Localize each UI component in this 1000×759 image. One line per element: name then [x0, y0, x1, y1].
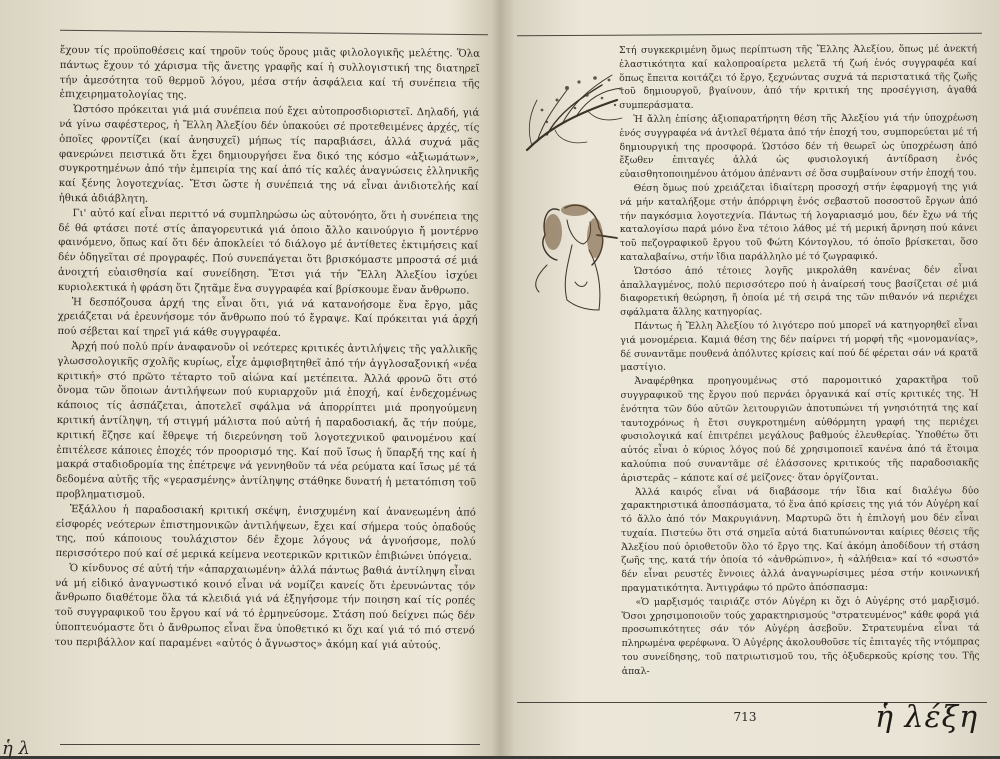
left-text-column — [55, 44, 480, 654]
paragraph: «Ὁ μαρξισμός ταιριάζε στόν Αὐγέρη κι ὄχι ὁ Αὐγέρης στό μαρξισμό. Ὅσοι χρησιμοποιοῦν τούς χαρακτηρισμούς "στρατευμένος" κάθε φορά γιά προσωπικότητες σάν τόν Αὐγέρη ἀσεβοῦν. Στρατευμένα εἶναι τά πληρωμένα φερέφωνα. Ὁ Αὐγέρης ἀκολουθοῦσε τίς ἐπιταγές τῆς ντόμπρας του συνείδησης, τοῦ πατριωτισμοῦ του, τῆς ὀξυδερκοῦς κρίσης του. Τῆς ἀπαλ- — [621, 595, 980, 677]
paragraph: Ἀρχή πού πολύ πρίν ἀναφανοῦν οἱ νεότερες κριτικές ἀντιλήψεις τῆς γαλλικῆς γλωσσολογικῆς σχολῆς κυρίως, εἶχε ἀμφισβητηθεῖ ἀπό τήν ἀγγλοσαξονική «νέα κριτική» στό πρῶτο τέταρτο τοῦ αἰώνα καί μετέπειτα. Ἀλλά φρονῶ ὅτι στό ὄνομα τῶν ὅποιων ἀντιλήψεων πού κυριαρχοῦν μιά ἐποχή, καί ἐνδεχομένως κάποιος τίς ἀσπάζεται, ἀποτελεῖ σφάλμα νά ἀπορρίπτει μιά προηγούμενη κριτική ἀντίληψη, τή στιγμή μάλιστα πού αὐτή ἡ παραδοσιακή, ἄς τήν πούμε, κριτική ἔζησε καί ἔθρεψε τή διερεύνηση τοῦ λογοτεχνικοῦ φαινομένου καί ἐπιτέλεσε κάποιες ἐποχές τόν προορισμό της. Καί ποῦ ἴσως ἡ ὕπαρξή της καί ἡ μακρά σταδιοδρομία της ἐπέτρεψε νά γεννηθοῦν τά νέα ρεύματα καί ἴσως μέ τά δεδομένα αὐτῆς τῆς «γερασμένης» ἀντίληψης στάθηκε δυνατή ἡ μετατόπιση τοῦ προβληματισμοῦ. — [56, 341, 478, 501]
top-rule — [60, 30, 488, 35]
paragraph: Ἀλλά καιρός εἶναι νά διαβάσομε τήν ἴδια καί διαλέγω δύο χαρακτηριστικά ἀποσπάσματα, τό ἕνα ἀπό κρίσεις της γιά τόν Αὐγέρη καί τό ἄλλο ἀπό τόν Μακρυγιάννη. Μαρτυρῶ ὅτι ἡ ἐπιλογή μου δέν εἶναι τυχαία. Πιστεύω ὅτι στά σημεῖα αὐτά διατυπώνονται καίριες θέσεις τῆς Ἀλεξίου πού ὁριοθετοῦν ὅλο τό ἔργο της. Καί ἀκόμη ἀποδίδουν τή στάση ζωῆς της, κατά τήν ὁποία τό «ἀνθρώπινο», ἡ «ἀλήθεια» καί τό «σωστό» δέν εἶναι ρευστές ἔννοιες ἀλλά ἀναγνωρίσιμες μέσα στήν κοινωνική πραγματικότητα. Ἀντιγράφω τό πρῶτο ἀπόσπασμα: — [620, 484, 980, 595]
bottom-rule — [60, 744, 480, 745]
right-page — [497, 0, 1000, 756]
paragraph: ἔχουν τίς προϋποθέσεις καί τηροῦν τούς ὅρους μιᾶς φιλολογικῆς μελέτης. Ὅλα πάντως ἔχουν τό χάρισμα τῆς ἄνετης γραφῆς καί ἡ συλλογιστική της διατηρεῖ τήν ἀμεσότητα τοῦ θερμοῦ λόγου, μέσα στήν ἀσφάλεια καί τή συνέπεια τῆς ἐπιχειρηματολογίας της. — [59, 44, 480, 102]
left-footer-mark: ἡ λ — [2, 738, 30, 759]
magazine-logo: ἡ λέξη — [875, 700, 979, 735]
paragraph: Ἐξάλλου ἡ παραδοσιακή κριτική σκέψη, ἐνισχυμένη καί ἀνανεωμένη ἀπό εἰσφορές νεότερων ἐπιστημονικῶν ἀντιλήψεων, ἔχει καί σήμερα τούς ὀπαδούς της, πού κάποιους τουλάχιστον δέν ἔχομε λόγους νά ἀγνοήσομε, πολύ περισσότερο πού καί σέ μερικά κείμενα νεοτερικῶν κριτικῶν ἐπιβιώνει ὑπόγεια. — [55, 503, 476, 563]
paragraph: Ὁ κίνδυνος σέ αὐτή τήν «ἀπαρχαιωμένη» ἀλλά πάντως βαθιά ἀντίληψη εἶναι νά μή εἰδικό ἀναγνωστικό κοινό εἶναι νά νομίζει κανείς ὅτι ἐρευνώντας τόν ἄνθρωπο διαθέτομε ὅλα τά κλειδιά γιά νά ἐξηγήσομε τήν ποιηση καί τίς ροπές τοῦ συγγραφικοῦ του ἔργου καί νά τό ἑρμηνεύσομε. Στάση πού δείχνει πώς δέν ὑποπτευόμαστε ὅτι ὁ ἄνθρωπος εἶναι ἕνα ὑποθετικό κι ὅχι καί γιά τό πιό στενό του περιβάλλον καί παραμένει «αὐτός ὁ ἄγνωστος» ἀκόμη καί γιά αὐτούς. — [54, 562, 476, 652]
paragraph: Στή συγκεκριμένη ὅμως περίπτωση τῆς Ἔλλης Ἀλεξίου, ὅπως μέ ἀνεκτή ἐλαστικότητα καί καλοπροαίρετα μελετᾶ τή ζωή ἑνός συγγραφέα καί ὅπως ἔπειτα κοιτάζει τό ἔργο, ξεχνώντας συχνά τά περιστατικά τῆς ζωῆς τοῦ δημιουργοῦ, βγαίνουν, ἀπό τήν κριτική της προσέγγιση, ἀγαθά συμπεράσματα. — [619, 43, 978, 112]
tree-and-woman-illustration — [517, 60, 627, 350]
paragraph: Γι' αὐτό καί εἶναι περιττό νά συμπληρώσω ὡς αὐτονόητο, ὅτι ἡ συνέπεια της δέ θά φτάσει ποτέ στίς ἀπαγορευτικά γιά ὁποιο ἄλλο καινούργιο ἤ μοντέρνο φαινόμενο, ὅπως καί ὅτι δέν ἀποκλείει τό διάλογο μέ ἀντίθετες ἐκτιμήσεις καί δέν ὁδηγεῖται σέ προγραφές. Πού συνεπάγεται ὅτι βρισκόμαστε μπροστά σέ μιά ἀνοιχτή εὐαισθησία καί συνείδηση. Ἔτσι γιά τήν Ἔλλη Ἀλεξίου ἰσχύει κυριολεκτικά ἡ φράση ὅτι ζητᾶμε ἕνα συγγραφέα καί βρίσκουμε ἕναν ἄνθρωπο. — [57, 207, 479, 297]
paragraph: Ἡ ἄλλη ἐπίσης ἀξιοπαρατήρητη θέση τῆς Ἀλεξίου γιά τήν ὑποχρέωση ἑνός συγγραφέα νά ἀντλεῖ θέματα ἀπό τήν ἐποχή του, συμπορεύεται μέ τή δημιουργική της προσφορά. Ὡστόσο δέν τή θεωρεῖ ὡς ὑποχρέωση ἀπό ἔξωθεν ἐπιταγές ἀλλά ὡς φυσιολογική ἀντίδραση ἑνός εὐαισθητοποιημένου ἀτόμου ἀπέναντι σέ ὅσα συμβαίνουν στήν ἐποχή του. — [619, 112, 978, 181]
right-text-column — [619, 42, 980, 678]
paragraph: Ἀναφέρθηκα προηγουμένως στό παρομοιτικό χαρακτῆρα τοῦ συγγραφικοῦ της ἔργου πού περνάει ὀργανικά καί στίς κριτικές της. Ἡ ἑνότητα τῶν δύο αὐτῶν λειτουργιῶν ἀποτυπώνει τή γνησιότητά της καί ταυτοχρόνως ἡ ἔτσι συγκροτημένη αὐθόρμητη γραφή της περιέχει φυσιολογικά καί ἐπιτρέπει μεγάλους βαθμούς ἐλευθερίας. Ὑποθέτω ὅτι αὐτός εἶναι ὁ κύριος λόγος πού δέ χρησιμοποιεῖ κανένα ἀπό τά ἕτοιμα καλούπια πού συναντᾶμε σέ ἐλάσσονες κριτικούς τῆς παραδοσιακῆς ἀριστερᾶς – κάποτε καί σέ μείζονες· ὅταν ὀργίζονται. — [620, 374, 979, 484]
paragraph: Ὡστόσο πρόκειται γιά μιά συνέπεια πού ἔχει αὐτοπροσδιοριστεῖ. Δηλαδή, γιά νά γίνω σαφέστερος, ἡ Ἔλλη Ἀλεξίου δέν ὑπακούει σέ προτεθειμένες ἀρχές, τίς ὁποῖες φροντίζει (καί ἀνησυχεῖ) μήπως τίς παραβιάσει, ἀλλά συχνά μᾶς φανερώνει πειστικά ὅτι ἔχει δημιουργήσει ἕνα δικό της κόσμο «ἀξιωμάτων», συγκροτημένων ἀπό τήν ἐμπειρία της καί ἀπό τίς καλές ἀναγνώσεις ἑλληνικῆς καί ξένης λογοτεχνίας. Ἔτσι ὥστε ἡ συνέπειά της νά εἶναι ἀνιδιοτελής καί ἠθικά ἀδιάβλητη. — [58, 104, 480, 205]
top-rule — [517, 33, 982, 36]
paragraph: Θέση ὅμως πού χρειάζεται ἰδιαίτερη προσοχή στήν ἐφαρμογή της γιά νά μήν καταλήξομε στήν ἀπόρριψη ἑνός σεβαστοῦ ποσοστοῦ ἔργων ἀπό τήν παγκόσμια λογοτεχνία. Πάντως τή λογαριασμό μου, δέν ἔχω νά τής καταλογίσω παρά μόνο ἕνα τέτοιο λάθος μέ τή μερική ἄρνηση πού κάνει τοῦ πεζογραφικοῦ ἔργου τοῦ Φώτη Κόντογλου, τό ὁποῖο βρίσκεται, ὅσο καταλαβαίνω, στήν ἴδια παράλληλο μέ τό ζωγραφικό. — [619, 181, 978, 263]
paragraph: Ἡ δεσπόζουσα ἀρχή της εἶναι ὅτι, γιά νά κατανοήσομε ἕνα ἔργο, μᾶς χρειάζεται νά ἐρευνήσομε τόν ἄνθρωπο πού τό ἔγραψε. Καί πρόκειται γιά ἀρχή πού σέβεται καί τηρεῖ γιά κάθε συγγραφέα. — [57, 296, 478, 340]
paragraph: Ὡστόσο ἀπό τέτοιες λογῆς μικρολάθη κανένας δέν εἶναι ἀπαλλαγμένος, πολύ περισσότερο πού ἡ ἀναίρεσή τους βασίζεται σέ μιά διαφορετική θεώρηση, ἤ ὁποία μέ τή σειρά της τῶν πιθανόν νά περιέχει σφάλματα ἄλλης κατηγορίας. — [620, 264, 979, 319]
left-page — [0, 0, 494, 759]
paragraph: Πάντως ἡ Ἔλλη Ἀλεξίου τό λιγότερο πού μπορεῖ νά κατηγορηθεῖ εἶναι γιά μονομέρεια. Καμιά θέση της δέν παίρνει τή μορφή τῆς «μονομανίας», δέ συναντᾶμε πουθενά ἀπόλυτες κρίσεις καί πού δέ φέρεται σάν νά κρατᾶ μαστίγιο. — [620, 319, 979, 374]
page-number: 713 — [733, 710, 757, 724]
